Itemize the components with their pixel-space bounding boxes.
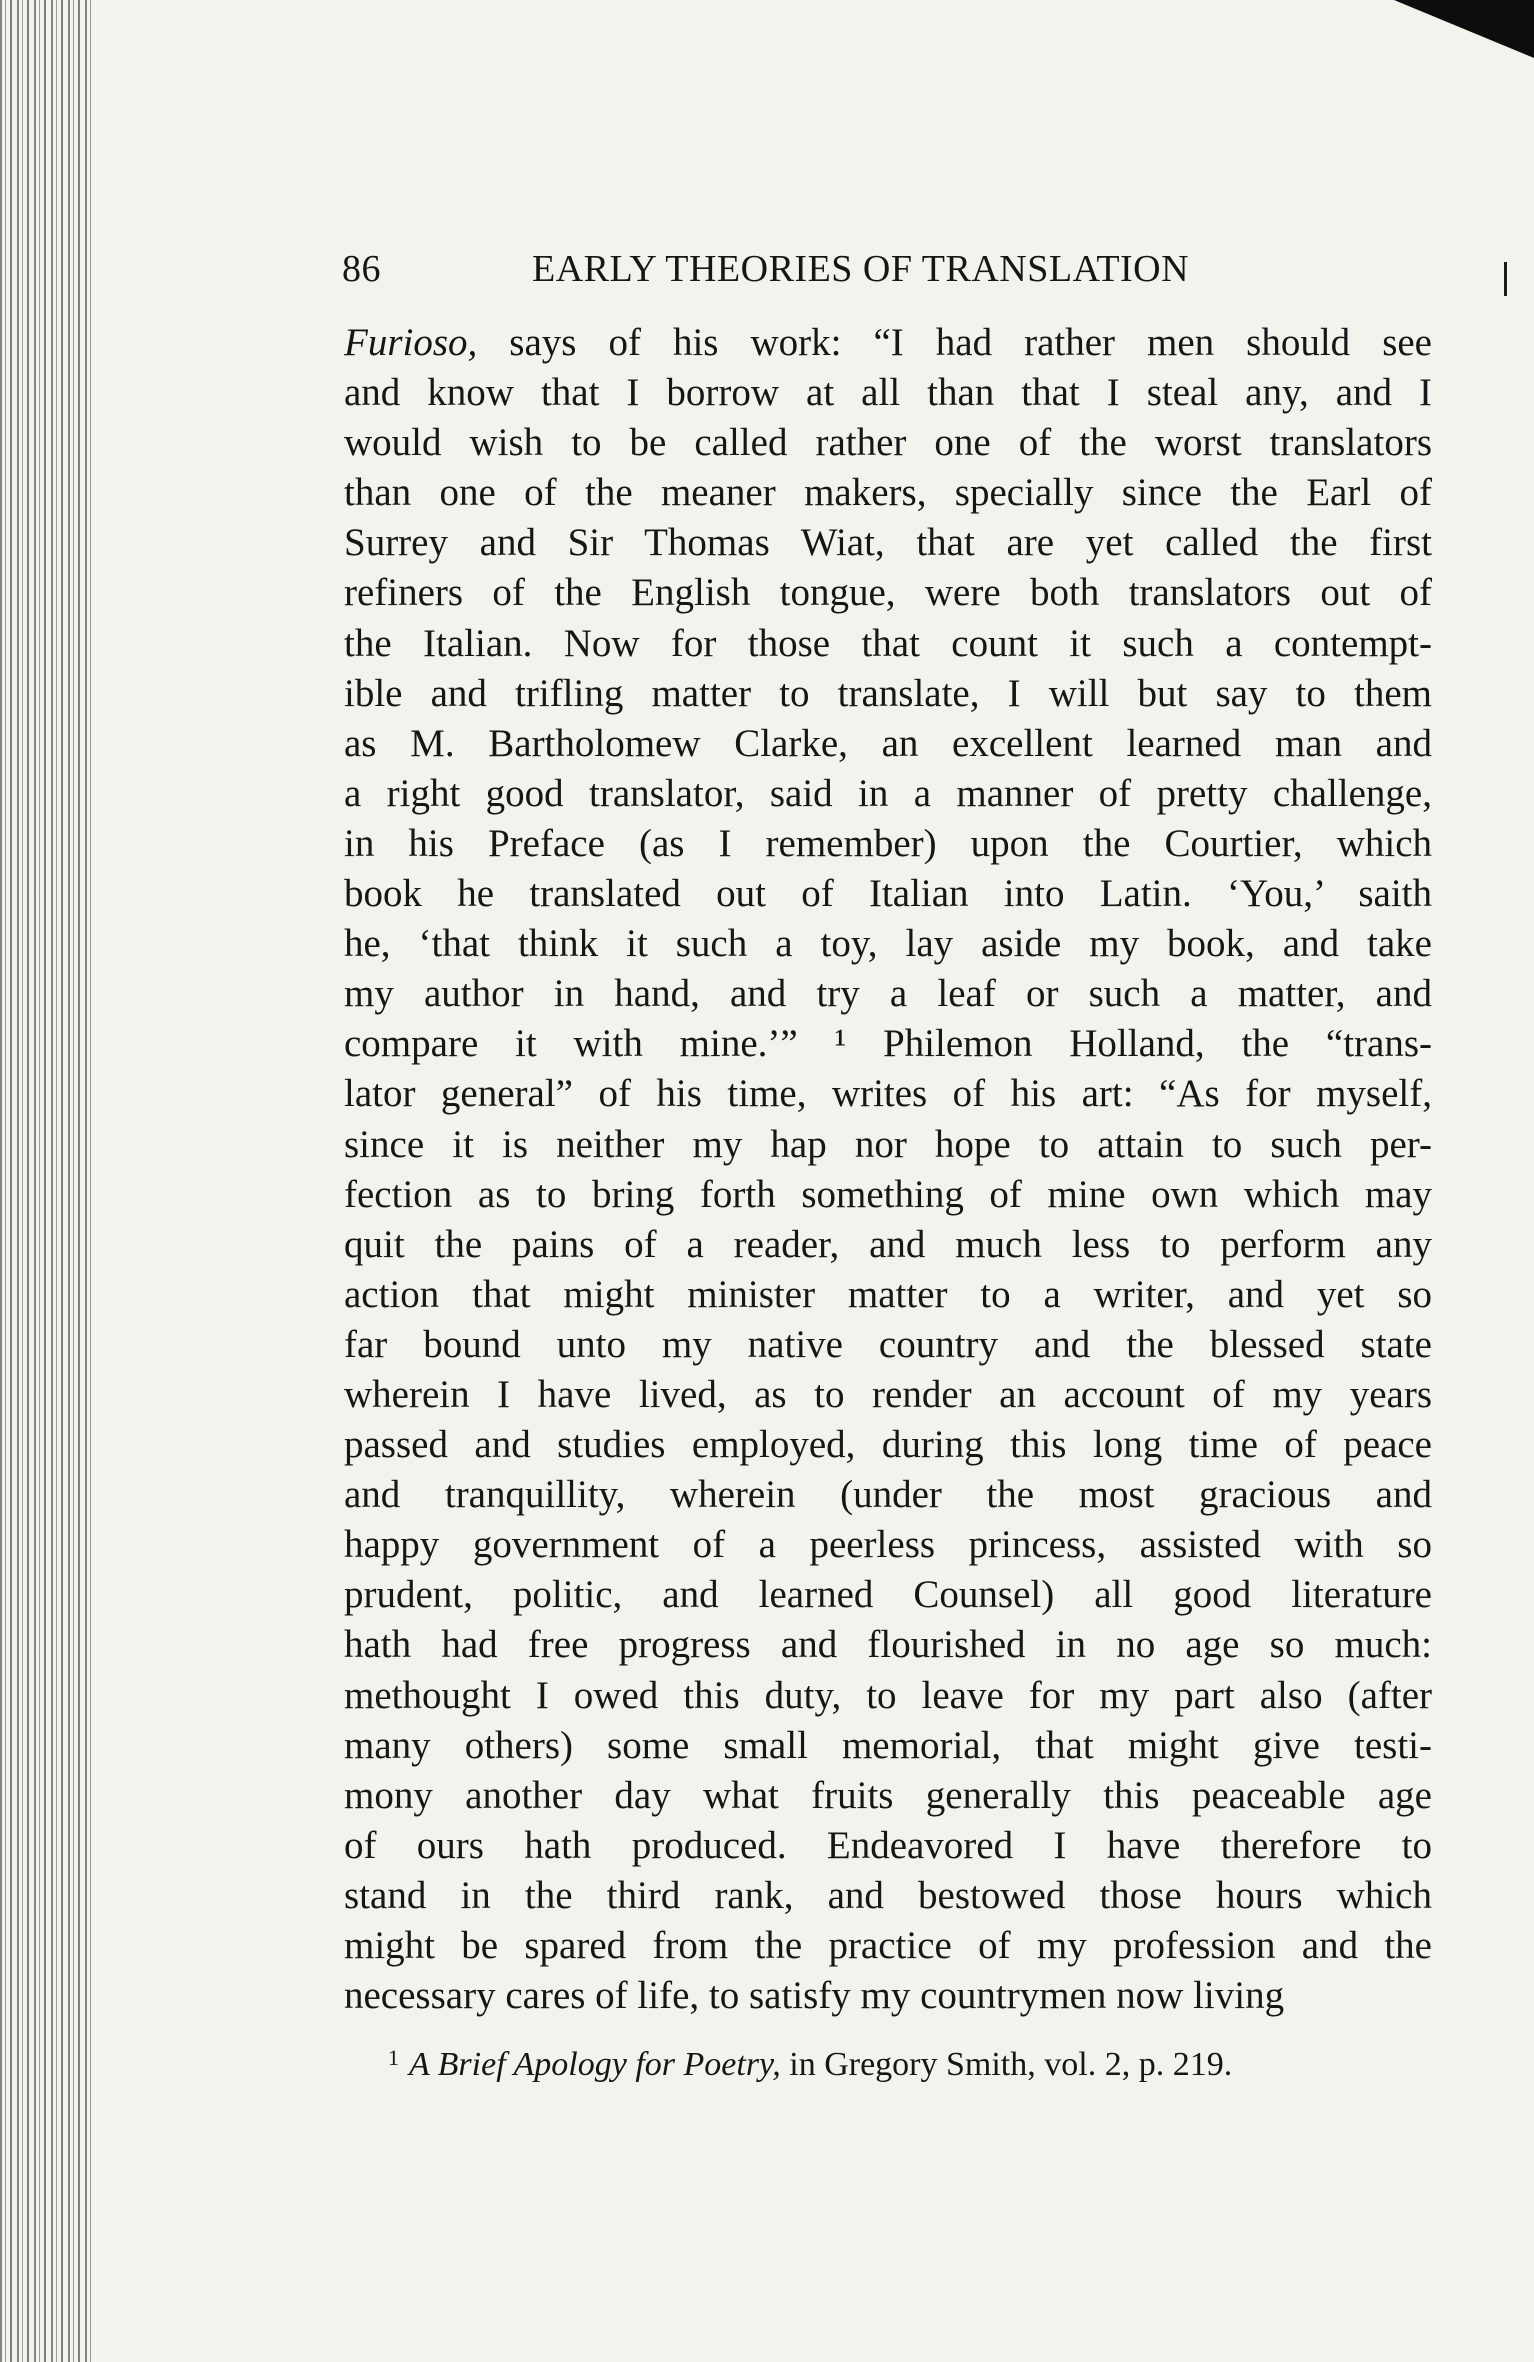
text-line: lator general” of his time, writes of his art: “As for myself, — [344, 1072, 1432, 1116]
text-line: might be spared from the practice of my profession and the — [344, 1924, 1432, 1967]
book-spine-scan-edge — [0, 0, 92, 2362]
text-line: stand in the third rank, and bestowed those hours which — [344, 1873, 1432, 1917]
text-line: the Italian. Now for those that count it such a contempt- — [344, 621, 1432, 665]
text-line: far bound unto my native country and the blessed state — [344, 1322, 1432, 1366]
page-number: 86 — [342, 248, 381, 290]
text-line: fection as to bring forth something of mine own which may — [344, 1172, 1432, 1216]
text-line: passed and studies employed, during this long time of peace — [344, 1423, 1432, 1467]
text-line: refiners of the English tongue, were both translators out of — [344, 571, 1432, 615]
text-line: and know that I borrow at all than that I steal any, and I — [344, 371, 1432, 415]
text-line: prudent, politic, and learned Counsel) all good literature — [344, 1573, 1432, 1617]
text-line: happy government of a peerless princess, assisted with so — [344, 1523, 1432, 1567]
text-line: would wish to be called rather one of the worst translators — [344, 421, 1432, 465]
text-line: methought I owed this duty, to leave for my part also (after — [344, 1673, 1432, 1717]
footnote-marker: 1 — [388, 2045, 399, 2070]
text-line: wherein I have lived, as to render an account of my years — [344, 1372, 1432, 1416]
text-line: Surrey and Sir Thomas Wiat, that are yet called the first — [344, 521, 1432, 565]
text-line: my author in hand, and try a leaf or such a matter, and — [344, 972, 1432, 1016]
text-line: as M. Bartholomew Clarke, an excellent learned man and — [344, 721, 1432, 765]
text-line: quit the pains of a reader, and much less to perform any — [344, 1222, 1432, 1266]
text-line: a right good translator, said in a manner of pretty challenge, — [344, 771, 1432, 815]
text-line: and tranquillity, wherein (under the most gracious and — [344, 1473, 1432, 1517]
text-line: action that might minister matter to a writer, and yet so — [344, 1272, 1432, 1316]
footnote-title: A Brief Apology for Poetry, — [409, 2046, 781, 2083]
footnote-citation: in Gregory Smith, vol. 2, p. 219. — [780, 2046, 1233, 2083]
margin-mark — [1504, 262, 1507, 296]
text-line: ible and trifling matter to translate, I will but say to them — [344, 671, 1432, 715]
text-line: Furioso, says of his work: “I had rather men should see — [344, 321, 1432, 364]
text-line: he, ‘that think it such a toy, lay aside my book, and take — [344, 922, 1432, 966]
running-title: EARLY THEORIES OF TRANSLATION — [532, 248, 1190, 290]
footnote — [388, 2036, 1448, 2087]
text-line: in his Preface (as I remember) upon the Courtier, which — [344, 821, 1432, 865]
text-line: necessary cares of life, to satisfy my countrymen now living — [344, 1974, 1285, 2018]
running-header — [342, 244, 1442, 294]
text-line: mony another day what fruits generally this peaceable age — [344, 1773, 1432, 1817]
text-line: hath had free progress and flourished in no age so much: — [344, 1623, 1432, 1667]
body-text — [344, 318, 1432, 2021]
text-line: than one of the meaner makers, specially since the Earl of — [344, 471, 1432, 515]
text-line: compare it with mine.’” ¹ Philemon Holland, the “trans- — [344, 1022, 1432, 1066]
text-line: many others) some small memorial, that might give testi- — [344, 1723, 1432, 1767]
text-line: of ours hath produced. Endeavored I have therefore to — [344, 1823, 1432, 1867]
text-line: book he translated out of Italian into Latin. ‘You,’ saith — [344, 872, 1432, 916]
text-line: since it is neither my hap nor hope to attain to such per- — [344, 1122, 1432, 1166]
page-corner-shadow — [1394, 0, 1534, 58]
